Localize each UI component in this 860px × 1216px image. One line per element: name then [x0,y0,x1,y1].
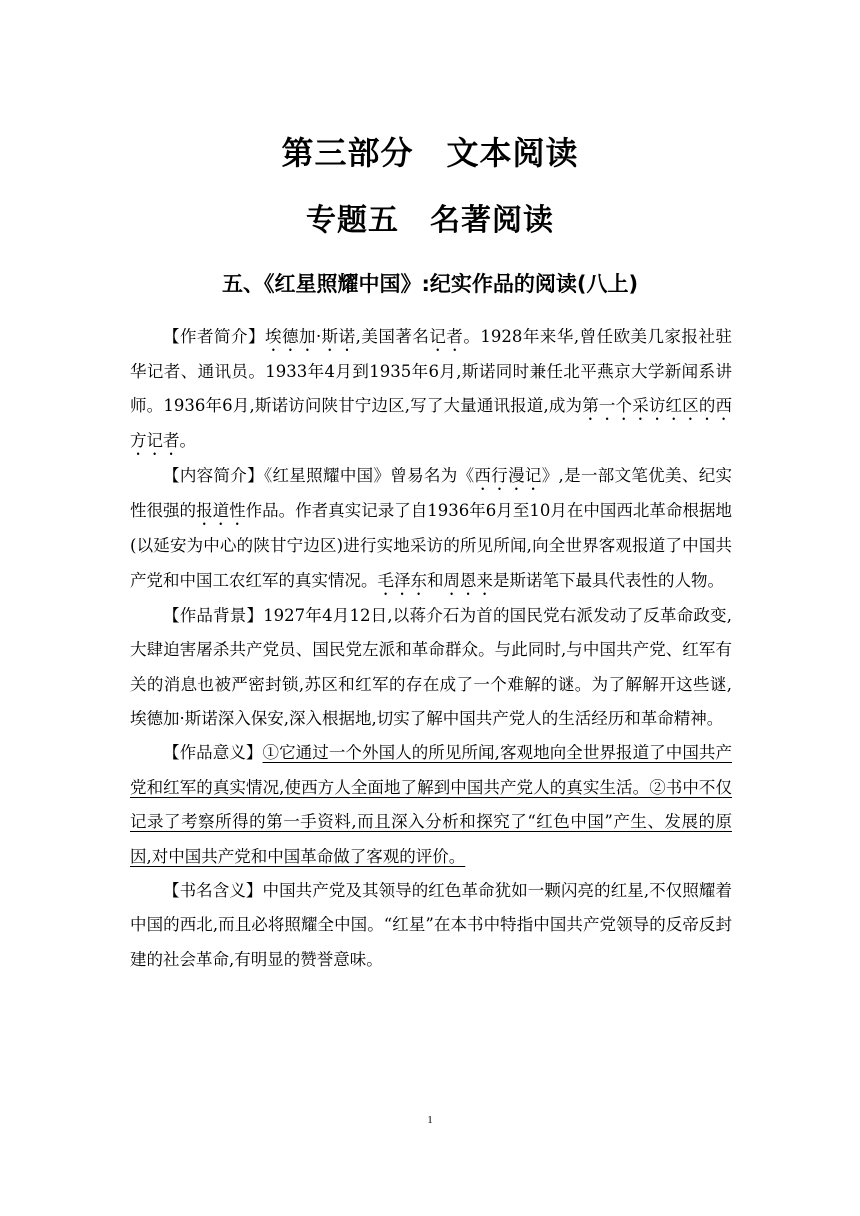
content-emphasis-1: 《西行漫记》 [457,466,559,486]
author-emphasis-1: 记者 [429,327,464,346]
author-label: 【作者简介】 [163,327,265,346]
author-text-2: 。1928年来华,曾任欧美几家报社驻华记者、通讯员。1933年4月到1935年6月,斯诺同时兼任北平燕京大学新闻系讲师。1936年6月,斯诺访问陕甘宁边区,写了大量通讯报道,成为 [130,327,733,416]
significance-text: ①它通过一个外国人的所见所闻,客观地向全世界报道了中国共产党和红军的真实情况,使西方人全面地了解到中国共产党人的真实生活。②书中不仅记录了考察所得的第一手资料,而且深入分析和探究了“红色中国”产生、发展的原因,对中国共产党和中国革命做了客观的评价。 [130,743,733,866]
body-text [130,320,732,977]
title-meaning-text: 中国共产党及其领导的红色革命犹如一颗闪亮的红星,不仅照耀着中国的西北,而且必将照耀全中国。“红星”在本书中特指中国共产党领导的反帝反封建的社会革命,有明显的赞誉意味。 [130,881,733,969]
paragraph-author [130,320,732,459]
paragraph-significance [130,736,732,874]
content-text-2: ,是一部文笔优美、纪实性很强的 [130,466,733,521]
background-text: 1927年4月12日,以蒋介石为首的国民党右派发动了反革命政变,大肆迫害屠杀共产党员、国民党左派和革命群众。与此同时,与中国共产党、红军有关的消息也被严密封锁,苏区和红军的存在成了一个难解的谜。为了解解开这些谜,埃德加·斯诺深入保安,深入根据地,切实了解中国共产党人的生活经历和革命精神。 [130,605,732,729]
content-emphasis-2: 报道性 [196,501,246,521]
section-title: 五、《红星照耀中国》:纪实作品的阅读(八上) [221,272,639,296]
content-text-5: 是斯诺笔下最具代表性的人物。 [493,570,724,590]
topic-title: 专题五 名著阅读 [306,203,554,238]
background-label: 【作品背景】 [163,605,264,625]
content-emphasis-4: 周恩来 [443,570,493,590]
author-emphasis-2: 第一个采访红区的西方记者 [130,396,732,451]
author-text-1: ,美国著名 [355,327,430,346]
part-title: 第三部分 文本阅读 [281,134,579,172]
author-name: 埃德加·斯诺 [264,327,356,346]
paragraph-title-meaning [130,874,732,977]
content-text-4: 和 [427,570,444,590]
paragraph-background [130,599,732,737]
content-text-1: 《红星照耀中国》曾易名为 [263,466,458,486]
title-meaning-label: 【书名含义】 [163,881,263,901]
content-emphasis-3: 毛泽东 [377,570,427,590]
content-label: 【内容简介】 [163,466,264,486]
significance-label: 【作品意义】 [163,743,263,763]
content-text-3: 作品。作者真实记录了自1936年6月至10月在中国西北革命根据地(以延安为中心的陕甘宁边区)进行实地采访的所见所闻,向全世界客观报道了中国共产党和中国工农红军的真实情况。 [130,501,732,590]
author-text-3: 。 [179,431,196,451]
page-number: 1 [427,1114,433,1126]
paragraph-content [130,459,732,598]
